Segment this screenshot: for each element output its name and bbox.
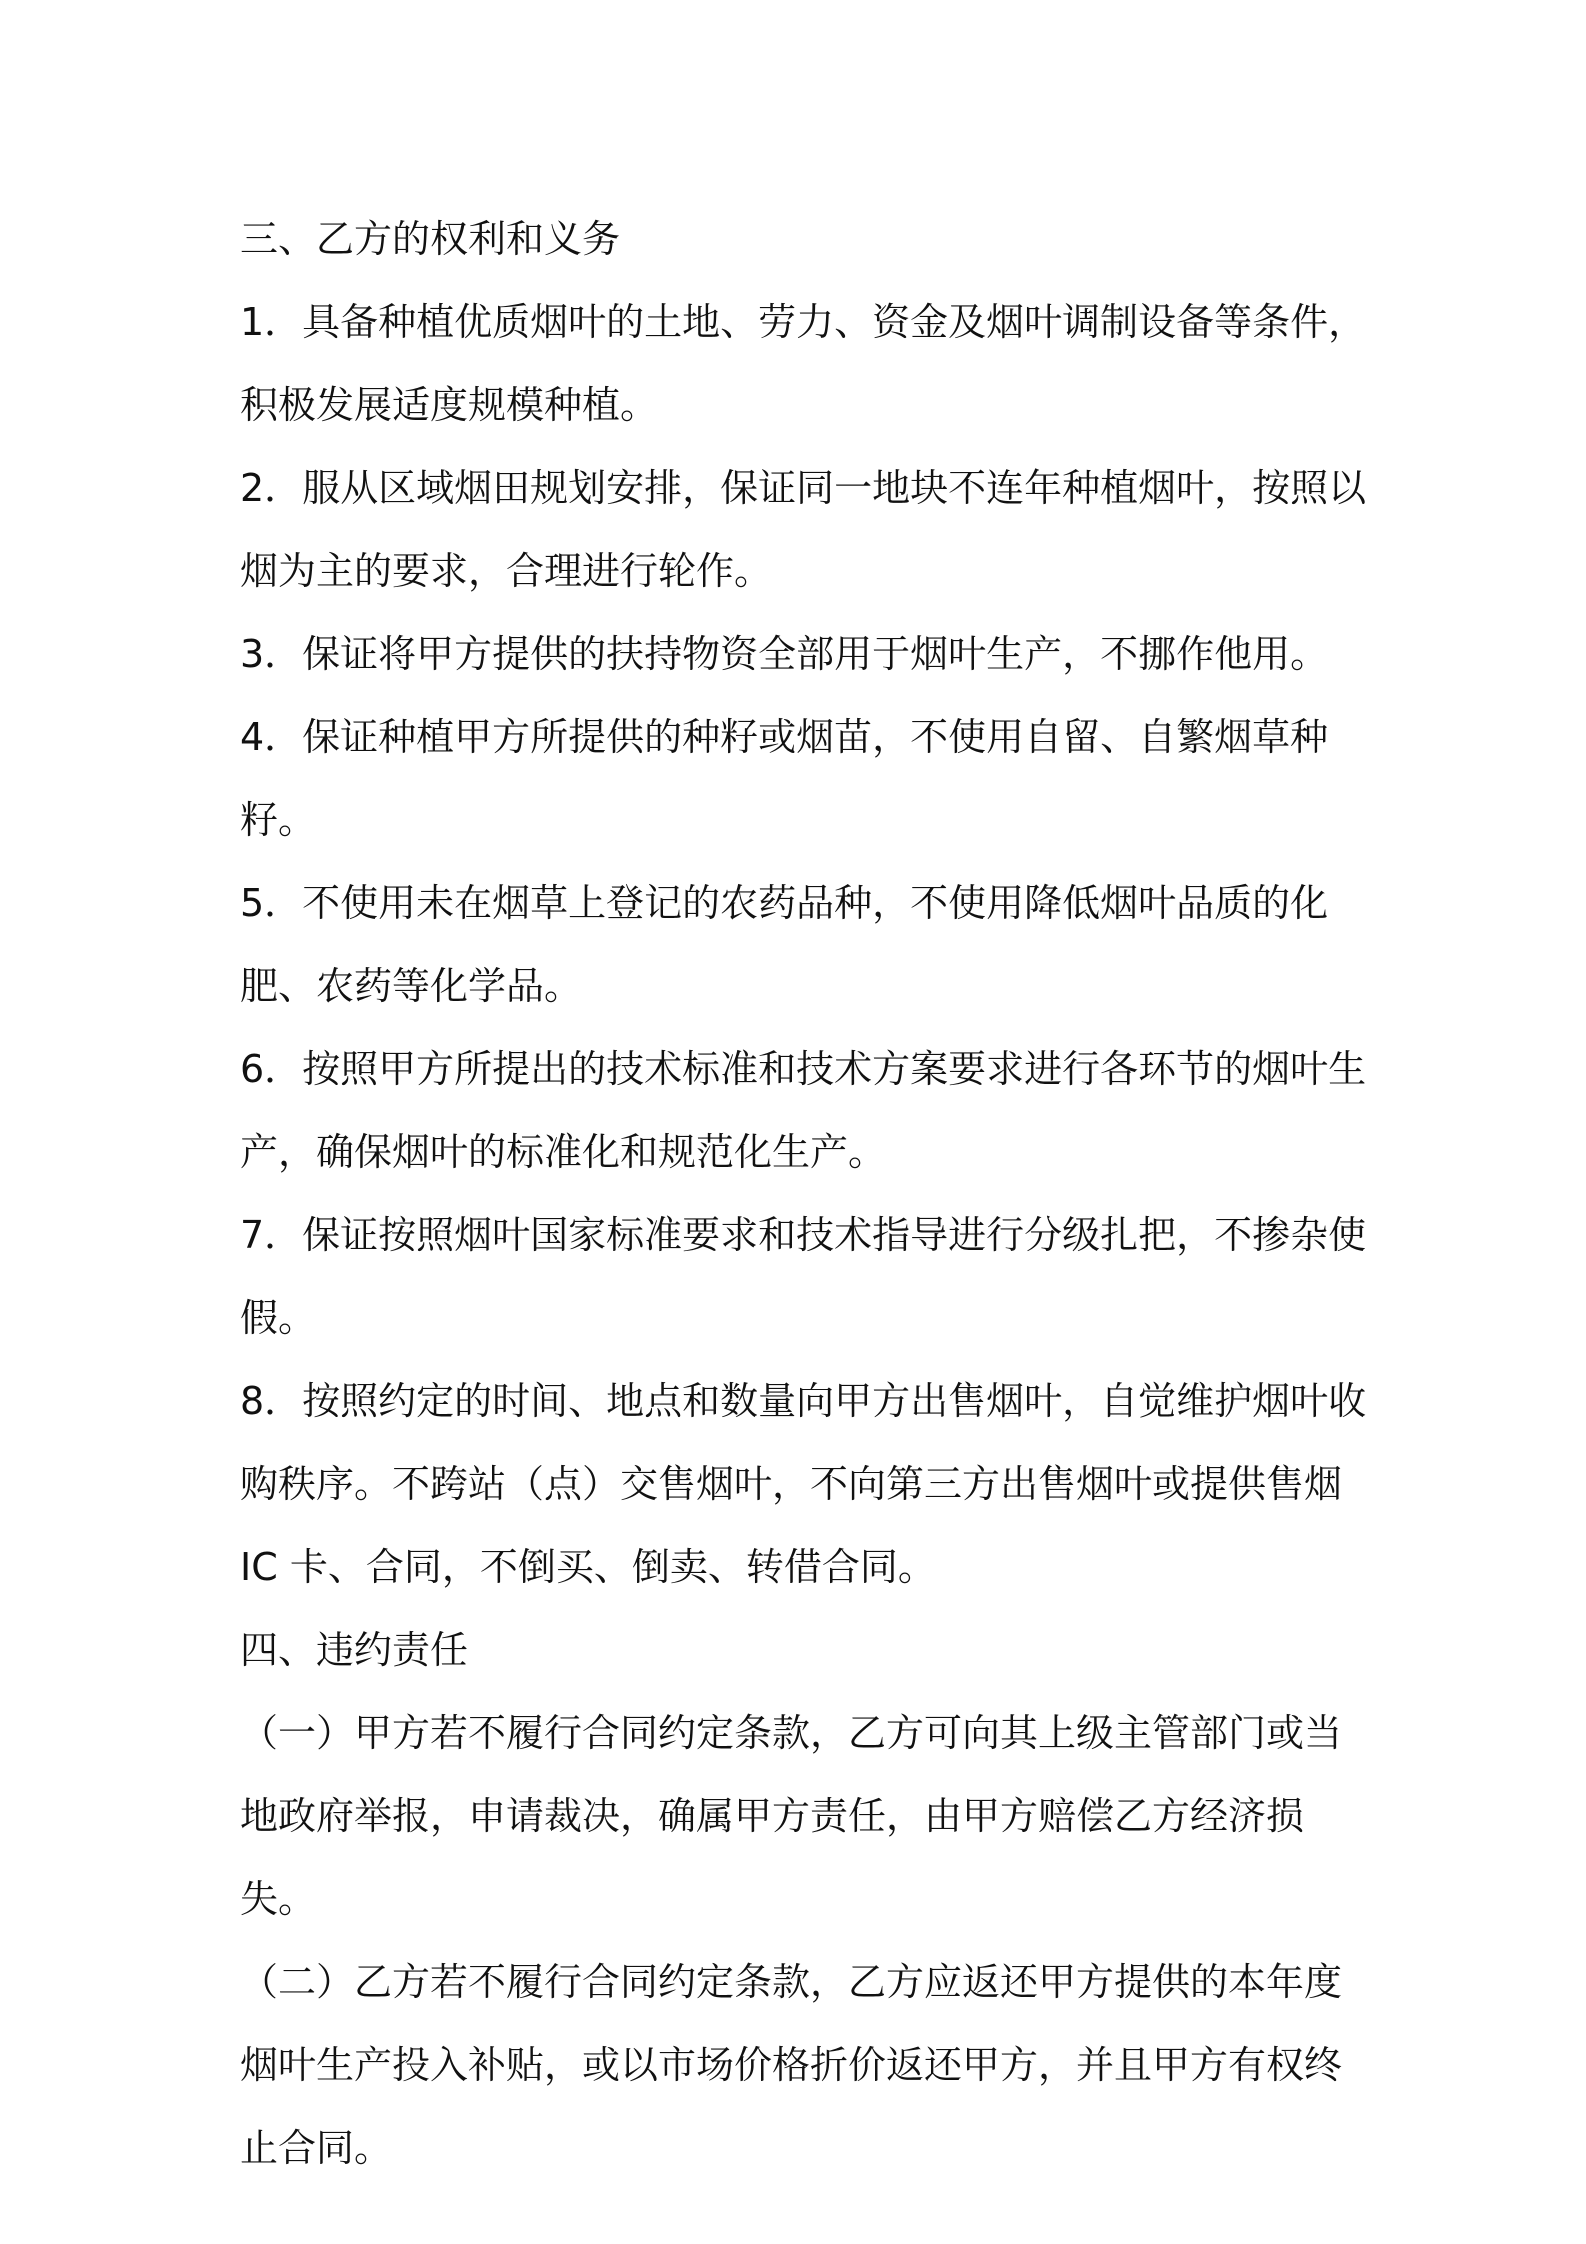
clause-item-5: 5．不使用未在烟草上登记的农药品种，不使用降低烟叶品质的化肥、农药等化学品。: [240, 881, 1329, 1008]
clause-item-1: 1．具备种植优质烟叶的土地、劳力、资金及烟叶调制设备等条件，积极发展适度规模种植。: [240, 300, 1367, 427]
document-body: [240, 198, 1370, 2190]
clause-item-8: 8．按照约定的时间、地点和数量向甲方出售烟叶，自觉维护烟叶收购秩序。不跨站（点）交售烟叶，不向第三方出售烟叶或提供售烟 IC 卡、合同，不倒买、倒卖、转借合同。: [240, 1379, 1367, 1589]
clause-item-6: 6．按照甲方所提出的技术标准和技术方案要求进行各环节的烟叶生产，确保烟叶的标准化和规范化生产。: [240, 1047, 1367, 1174]
clause-item-3: 3．保证将甲方提供的扶持物资全部用于烟叶生产，不挪作他用。: [240, 632, 1329, 676]
section-heading-3: 三、乙方的权利和义务: [240, 217, 621, 261]
section-heading-4: 四、违约责任: [240, 1628, 469, 1672]
clause-item-4: 4．保证种植甲方所提供的种籽或烟苗，不使用自留、自繁烟草种籽。: [240, 715, 1329, 842]
liability-item-2: （二）乙方若不履行合同约定条款，乙方应返还甲方提供的本年度烟叶生产投入补贴，或以市场价格折价返还甲方，并且甲方有权终止合同。: [240, 1960, 1343, 2170]
liability-item-1: （一）甲方若不履行合同约定条款，乙方可向其上级主管部门或当地政府举报，申请裁决，确属甲方责任，由甲方赔偿乙方经济损失。: [240, 1711, 1343, 1921]
clause-item-7: 7．保证按照烟叶国家标准要求和技术指导进行分级扎把，不掺杂使假。: [240, 1213, 1367, 1340]
clause-item-2: 2．服从区域烟田规划安排，保证同一地块不连年种植烟叶，按照以烟为主的要求，合理进行轮作。: [240, 466, 1367, 593]
